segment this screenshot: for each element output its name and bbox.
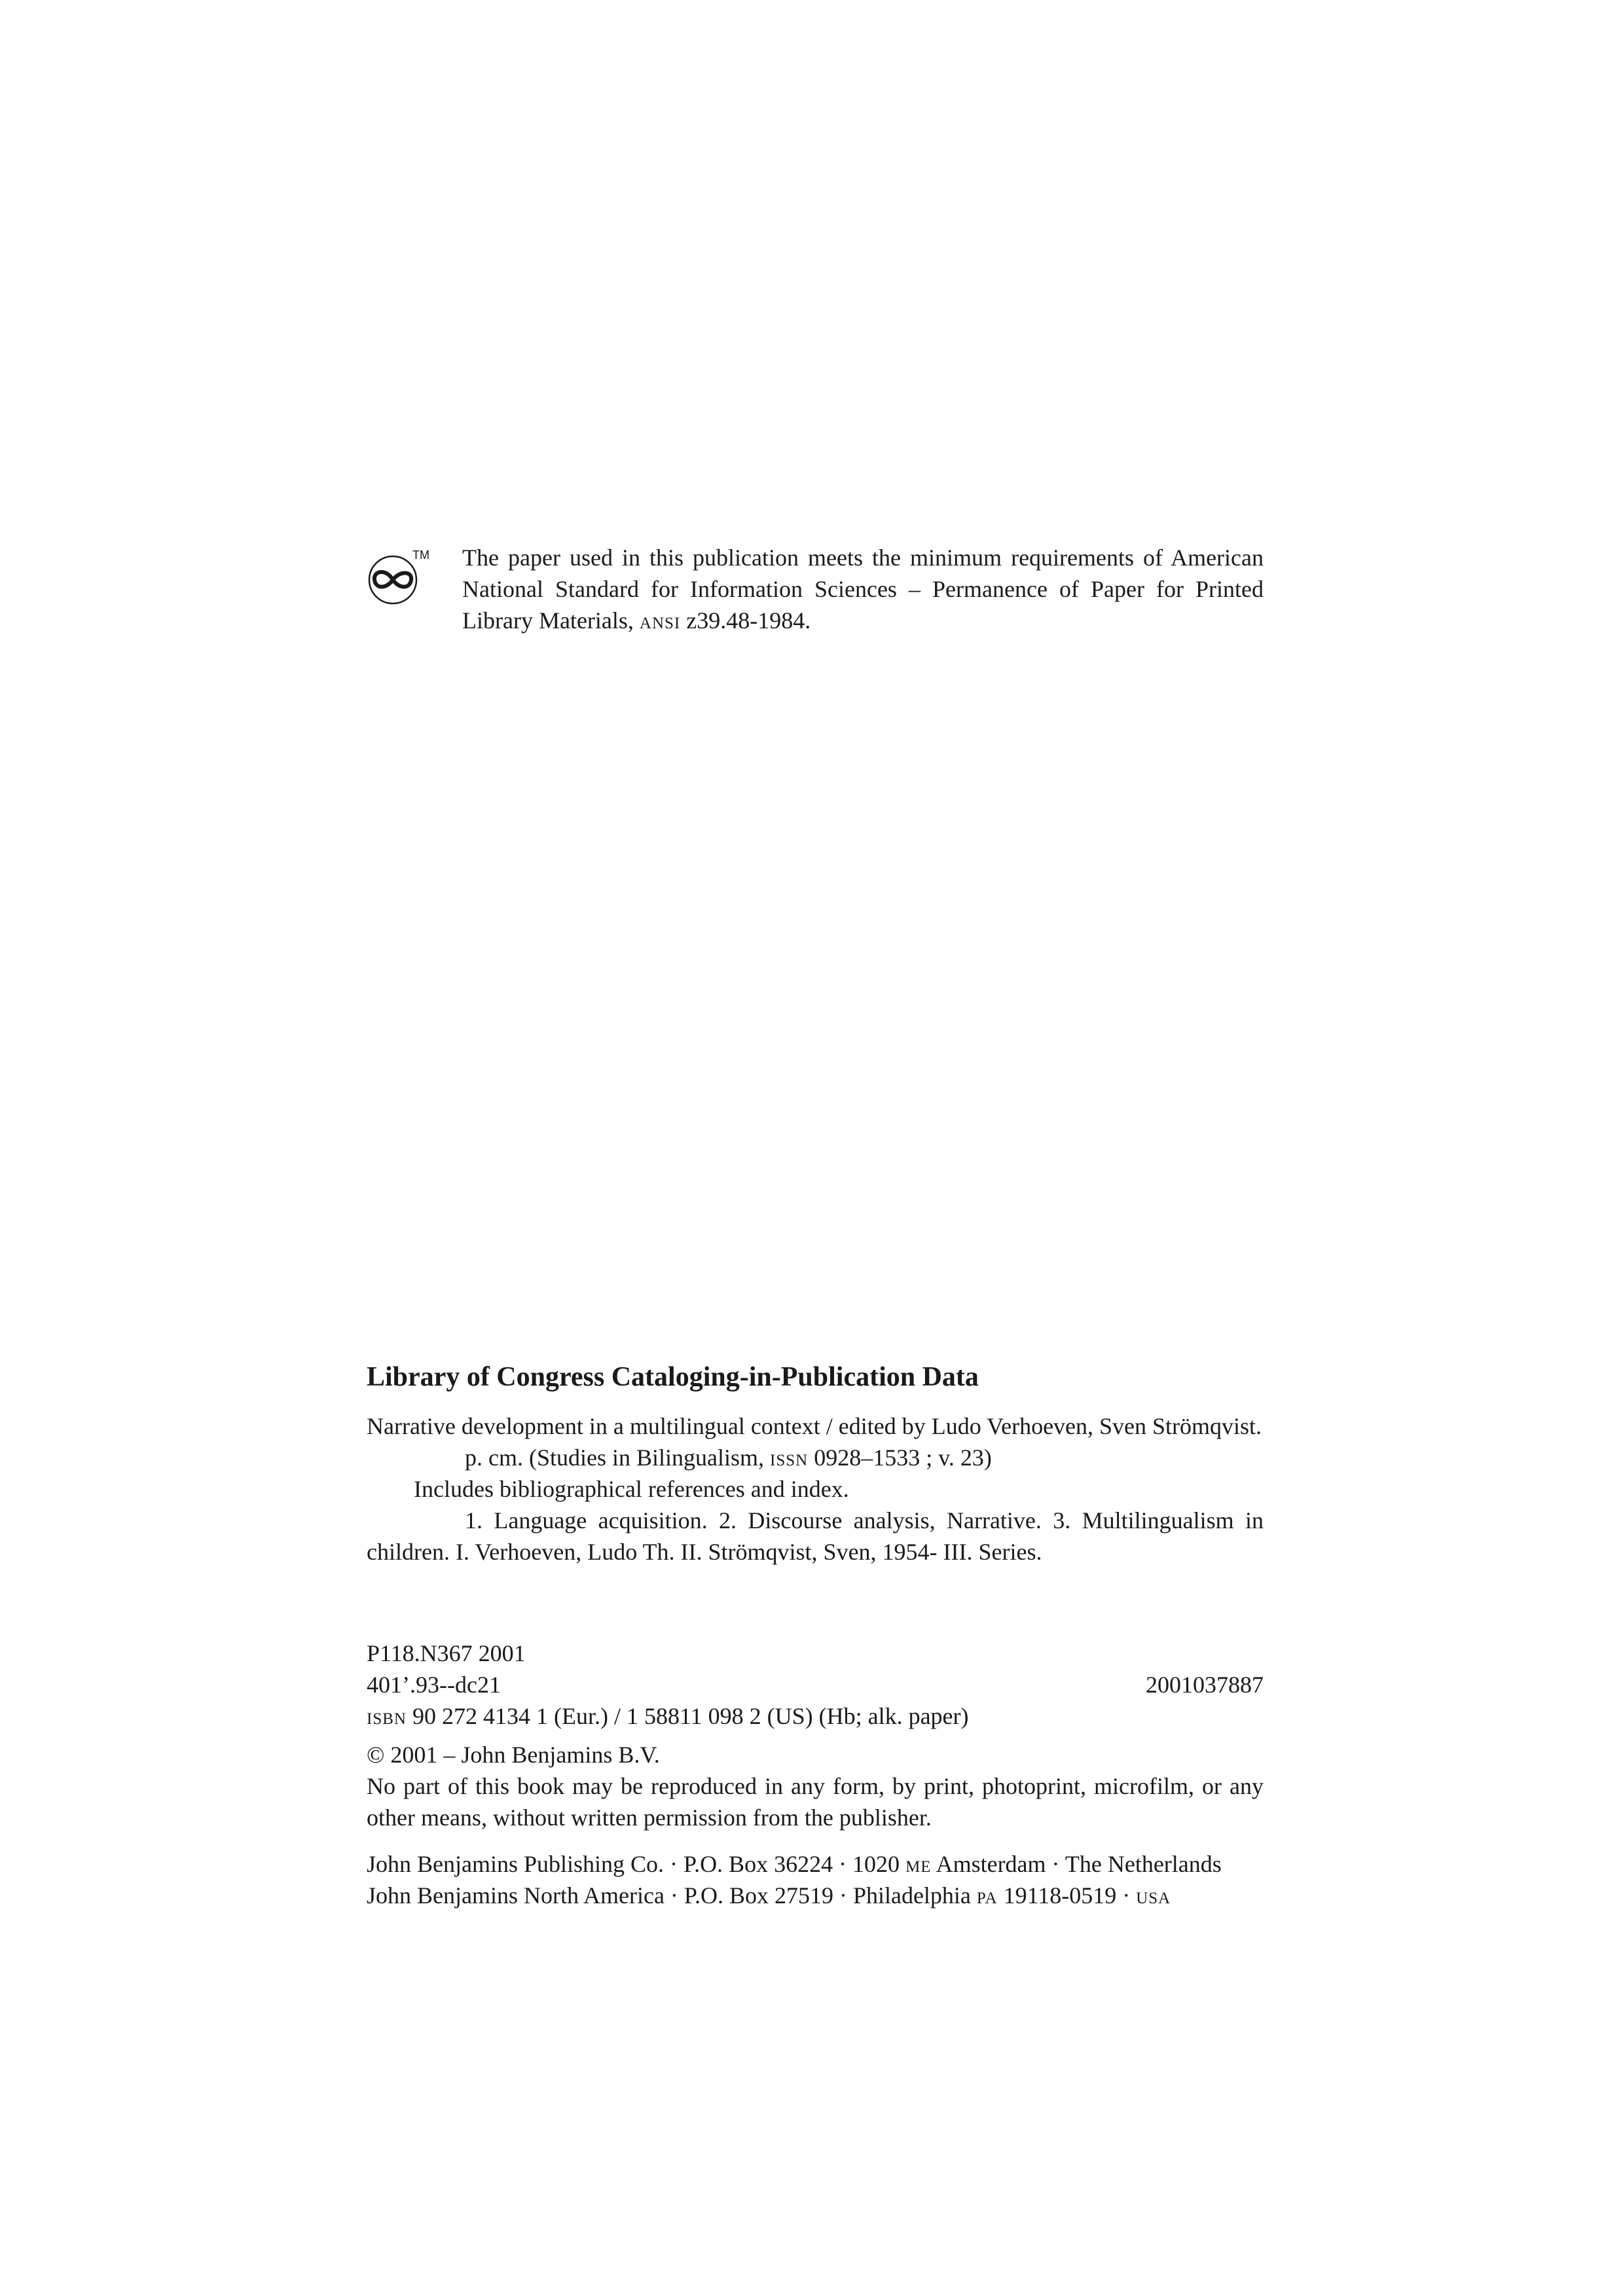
cip-record — [367, 1410, 1264, 1568]
ansi-abbrev: ansi — [639, 607, 681, 634]
dewey-number: 401’.93--dc21 — [367, 1672, 501, 1698]
cip-title-line: Narrative development in a multilingual context / edited by Ludo Verhoeven, Sven Strömqvist. — [367, 1413, 1262, 1439]
classification-block — [367, 1638, 1264, 1732]
issn-abbrev: issn — [770, 1444, 809, 1471]
paper-notice-text-part2: z39.48-1984. — [680, 607, 811, 634]
lc-call-number: P118.N367 2001 — [367, 1640, 526, 1666]
address-europe — [367, 1848, 1264, 1880]
copyright-notice: © 2001 – John Benjamins B.V. — [367, 1742, 660, 1768]
publisher-addresses — [367, 1848, 1264, 1911]
trademark-label: TM — [412, 548, 429, 562]
isbn-abbrev: isbn — [367, 1703, 407, 1729]
cip-subjects: 1. Language acquisition. 2. Discourse analysis, Narrative. 3. Multilingualism in children. I. Verhoeven, Ludo Th. II. Strömqvist, Sven, 1954- III. Series. — [367, 1507, 1264, 1565]
paper-notice-text-part1: The paper used in this publication meets the minimum requirements of American National Standard for Information Sciences – Permanence of Paper for Printed Library Materials, — [462, 545, 1264, 634]
dewey-lccn-row — [367, 1669, 1264, 1700]
address-america-part2: 19118-0519 · — [997, 1882, 1137, 1909]
address-europe-part2: Amsterdam · The Netherlands — [931, 1851, 1222, 1877]
paper-permanence-notice — [367, 542, 1264, 636]
me-abbrev: me — [905, 1851, 932, 1877]
infinity-paper-permanence-icon — [367, 546, 427, 606]
rights-statement: No part of this book may be reproduced in any form, by print, photoprint, microfilm, or any other means, without written permission from the publisher. — [367, 1773, 1264, 1831]
usa-abbrev: usa — [1136, 1882, 1171, 1909]
isbn-line — [367, 1700, 1264, 1732]
address-europe-part1: John Benjamins Publishing Co. · P.O. Box 36224 · 1020 — [367, 1851, 906, 1877]
cip-includes-line: Includes bibliographical references and index. — [414, 1476, 849, 1502]
cip-series-part2: 0928–1533 ; v. 23) — [808, 1444, 992, 1471]
pa-abbrev: pa — [976, 1882, 998, 1909]
cip-heading: Library of Congress Cataloging-in-Publication Data — [367, 1361, 979, 1392]
address-america — [367, 1880, 1264, 1911]
cip-series-line — [367, 1442, 1264, 1473]
address-america-part1: John Benjamins North America · P.O. Box 27519 · Philadelphia — [367, 1882, 977, 1909]
lccn-number: 2001037887 — [1146, 1672, 1264, 1698]
cip-series-part1: p. cm. (Studies in Bilingualism, — [465, 1444, 770, 1471]
copyright-block — [367, 1739, 1264, 1833]
paper-notice-text — [462, 542, 1264, 636]
isbn-values: 90 272 4134 1 (Eur.) / 1 58811 098 2 (US) (Hb; alk. paper) — [406, 1703, 969, 1729]
